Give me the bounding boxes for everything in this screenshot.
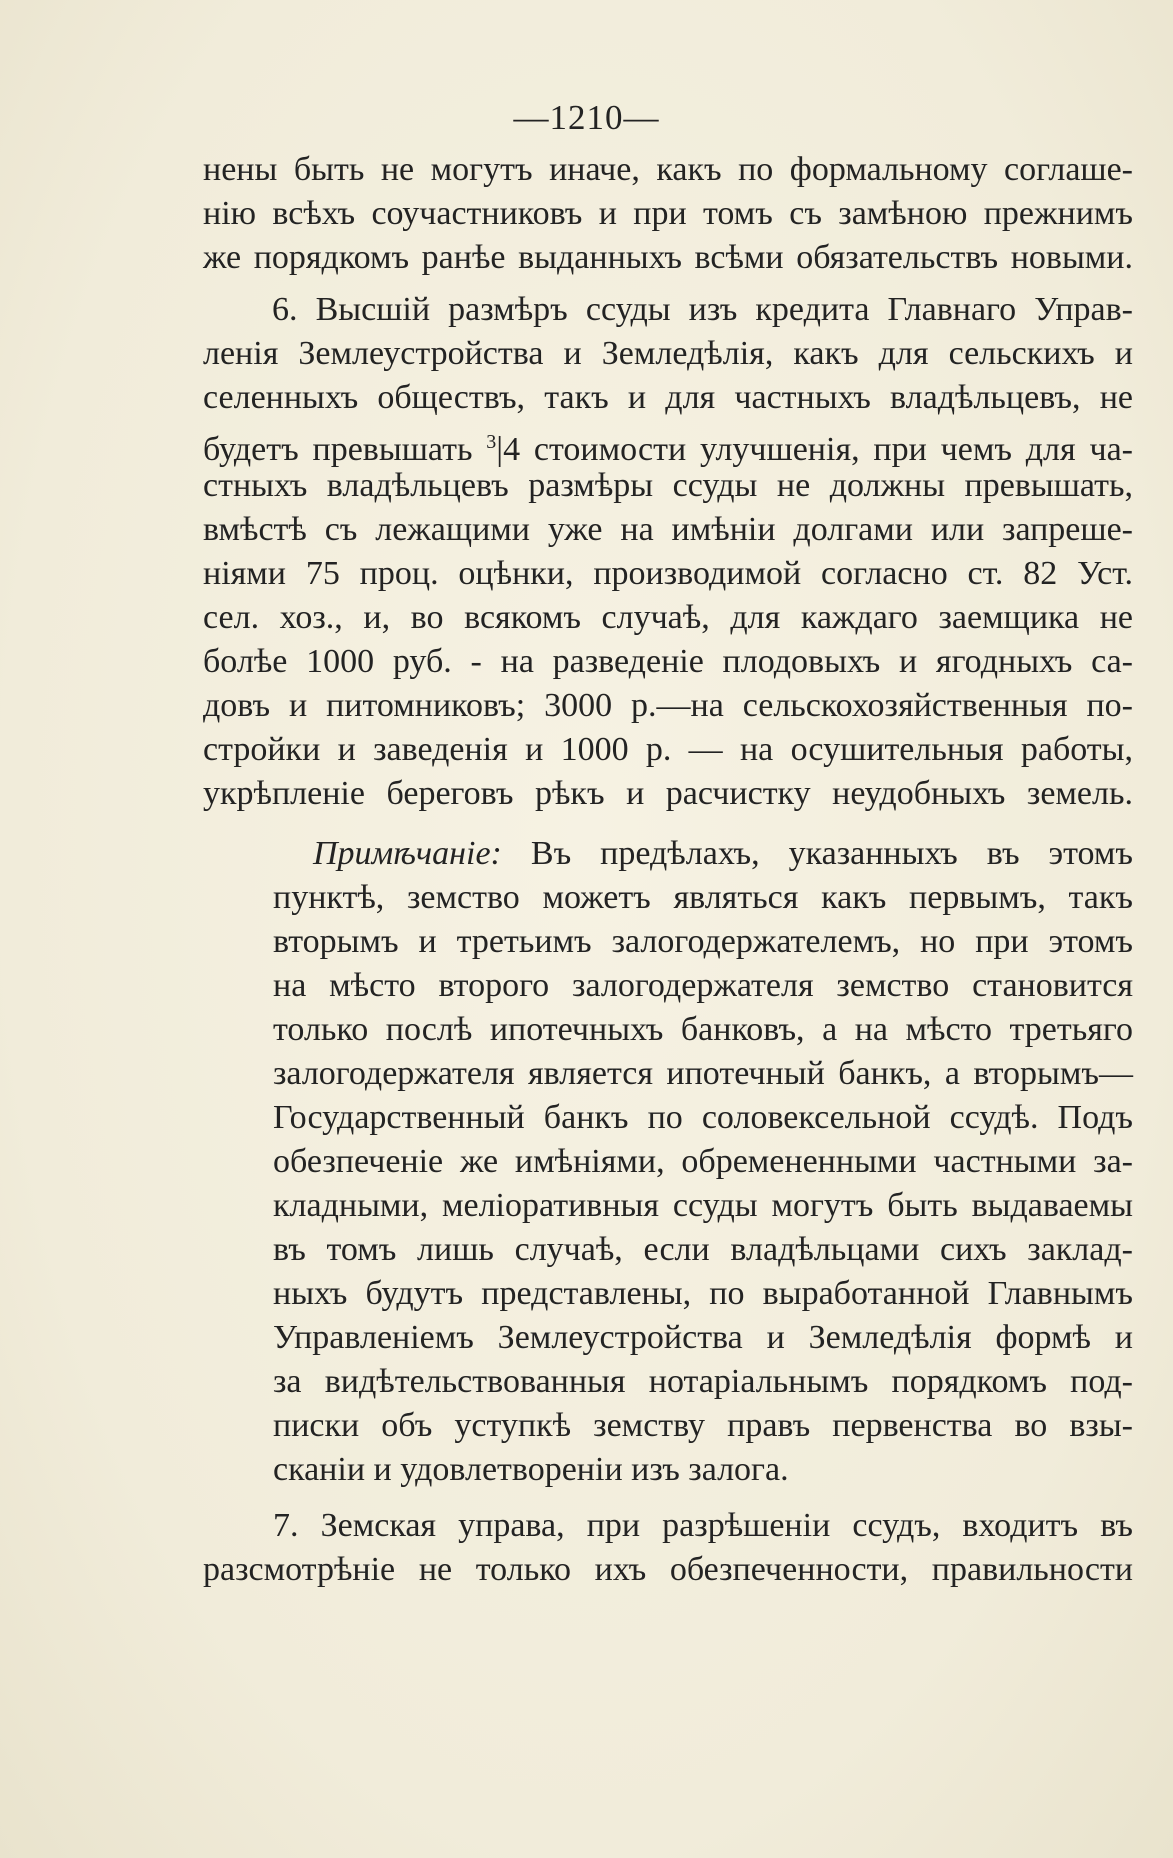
paragraph-7-first-line: 7. Земская управа, при разрѣшеніи ссудъ, входитъ въ [273, 1507, 1133, 1544]
text-line: нены быть не могутъ иначе, какъ по формальному соглаше- [203, 151, 1133, 188]
text-line: укрѣпленіе береговъ рѣкъ и расчистку неудобныхъ земель. [203, 775, 1133, 812]
text-line: стныхъ владѣльцевъ размѣры ссуды не должны превышать, [203, 467, 1133, 504]
note-line: вторымъ и третьимъ залогодержателемъ, но при этомъ [273, 923, 1133, 960]
fraction-numerator: 3 [486, 431, 497, 453]
note-label: Примѣчаніе: [313, 835, 502, 872]
note-line: за видѣтельствованныя нотаріальнымъ порядкомъ под- [273, 1363, 1133, 1400]
text-segment: |4 стоимости улучшенія, при чемъ для ча- [496, 431, 1133, 468]
page-number: —1210— [513, 98, 660, 137]
note-line: въ томъ лишь случаѣ, если владѣльцами сихъ заклад- [273, 1231, 1133, 1268]
text-segment: будетъ превышать [203, 431, 473, 468]
note-line: писки объ уступкѣ земству правъ первенства во взы- [273, 1407, 1133, 1444]
note-line: Государственный банкъ по соловексельной ссудѣ. Подъ [273, 1099, 1133, 1136]
text-line: болѣе 1000 руб. - на разведеніе плодовыхъ и ягодныхъ са- [203, 643, 1133, 680]
text-line: нію всѣхъ соучастниковъ и при томъ съ замѣною прежнимъ [203, 195, 1133, 232]
note-first-line [313, 832, 1133, 876]
note-last-line: сканіи и удовлетвореніи изъ залога. [273, 1451, 789, 1488]
text-line: сел. хоз., и, во всякомъ случаѣ, для каждаго заемщика не [203, 599, 1133, 636]
note-line: залогодержателя является ипотечный банкъ, а вторымъ— [273, 1055, 1133, 1092]
text-line: ніями 75 проц. оцѣнки, производимой согласно ст. 82 Уст. [203, 555, 1133, 592]
note-line: ныхъ будутъ представлены, по выработанной Главнымъ [273, 1275, 1133, 1312]
note-line: только послѣ ипотечныхъ банковъ, а на мѣсто третьяго [273, 1011, 1133, 1048]
note-line: Управленіемъ Землеустройства и Земледѣлія формѣ и [273, 1319, 1133, 1356]
text-line: ленія Землеустройства и Земледѣлія, какъ для сельскихъ и [203, 335, 1133, 372]
text-line: же порядкомъ ранѣе выданныхъ всѣми обязательствъ новыми. [203, 239, 1133, 276]
note-line: обезпеченіе же имѣніями, обремененными частными за- [273, 1143, 1133, 1180]
note-line: пунктѣ, земство можетъ являться какъ первымъ, такъ [273, 879, 1133, 916]
text-line: вмѣстѣ съ лежащими уже на имѣніи долгами или запреше- [203, 511, 1133, 548]
text-line: селенныхъ обществъ, такъ и для частныхъ владѣльцевъ, не [203, 379, 1133, 416]
text-segment: Въ предѣлахъ, указанныхъ въ этомъ [530, 835, 1134, 872]
text-line: довъ и питомниковъ; 3000 р.—на сельскохозяйственныя по- [203, 687, 1133, 724]
text-line: разсмотрѣніе не только ихъ обезпеченности, правильности [203, 1551, 1133, 1588]
note-line: кладными, меліоративныя ссуды могутъ быть выдаваемы [273, 1187, 1133, 1224]
note-line: на мѣсто второго залогодержателя земство становится [273, 967, 1133, 1004]
paragraph-6-first-line: 6. Высшій размѣръ ссуды изъ кредита Главнаго Управ- [272, 291, 1133, 328]
text-line: стройки и заведенія и 1000 р. — на осушительныя работы, [203, 731, 1133, 768]
